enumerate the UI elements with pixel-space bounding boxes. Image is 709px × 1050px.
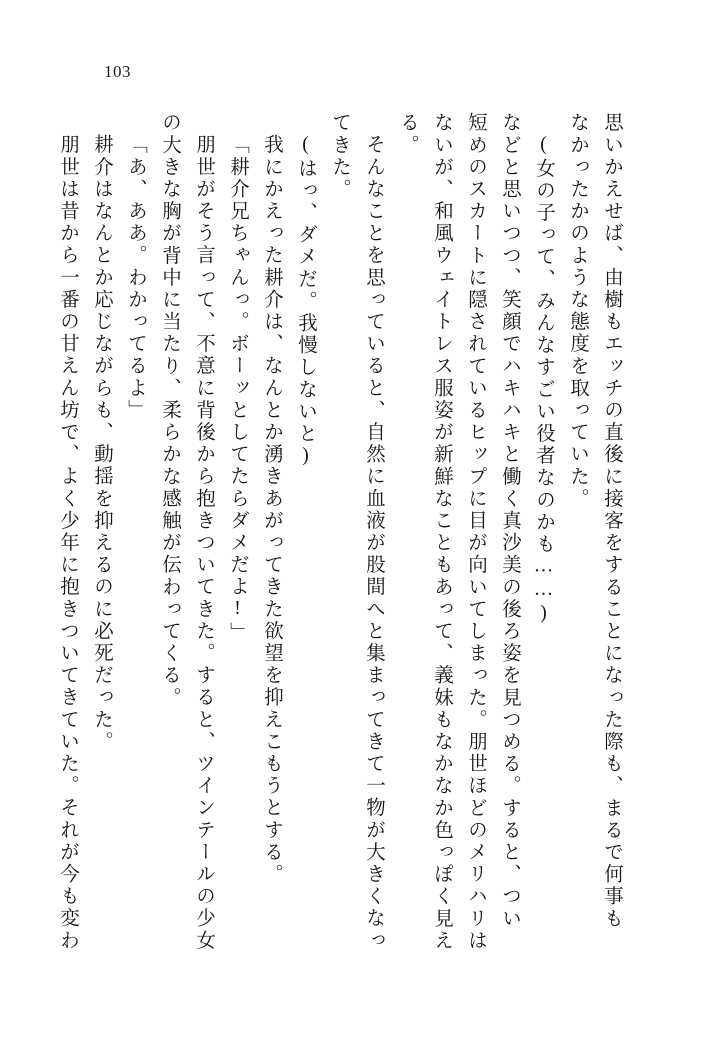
text-column: ないが、和風ウェイトレス服姿が新鮮なこともあって、義妹もなかなか色っぽく見え <box>431 112 452 952</box>
text-column: 「あ、ああ。わかってるよ」 <box>125 134 146 422</box>
text-column: (はっ、ダメだ。我慢しないと) <box>295 134 316 469</box>
text-column: てきた。 <box>329 112 350 201</box>
text-column: 朋世は昔から一番の甘えん坊で、よく少年に抱きついてきていた。それが今も変わ <box>57 134 78 952</box>
body-text <box>57 112 622 982</box>
text-column: 短めのスカートに隠されているヒップに目が向いてしまった。朋世ほどのメリハリは <box>465 112 486 952</box>
text-column: (女の子って、みんなすごい役者なのかも……) <box>533 134 554 627</box>
page-number: 103 <box>104 62 131 81</box>
text-column: 思いかえせば、由樹もエッチの直後に接客をすることになった際も、まるで何事も <box>601 112 622 930</box>
text-column: 「耕介兄ちゃんっ。ボーッとしてたらダメだよ!」 <box>227 134 248 644</box>
text-column: なかったかのような態度を取っていた。 <box>567 112 588 510</box>
text-column: 我にかえった耕介は、なんとか湧きあがってきた欲望を抑えこもうとする。 <box>261 134 282 886</box>
text-column: 耕介はなんとか応じながらも、動揺を抑えるのに必死だった。 <box>91 134 112 753</box>
text-column: などと思いつつ、笑顔でハキハキと働く真沙美の後ろ姿を見つめる。すると、つい <box>499 112 520 930</box>
text-column: の大きな胸が背中に当たり、柔らかな感触が伝わってくる。 <box>159 112 180 709</box>
text-column: る。 <box>397 112 418 157</box>
text-column: 朋世がそう言って、不意に背後から抱きついてきた。すると、ツインテールの少女 <box>193 134 214 952</box>
text-column: そんなことを思っていると、自然に血液が股間へと集まってきて一物が大きくなっ <box>363 134 384 952</box>
